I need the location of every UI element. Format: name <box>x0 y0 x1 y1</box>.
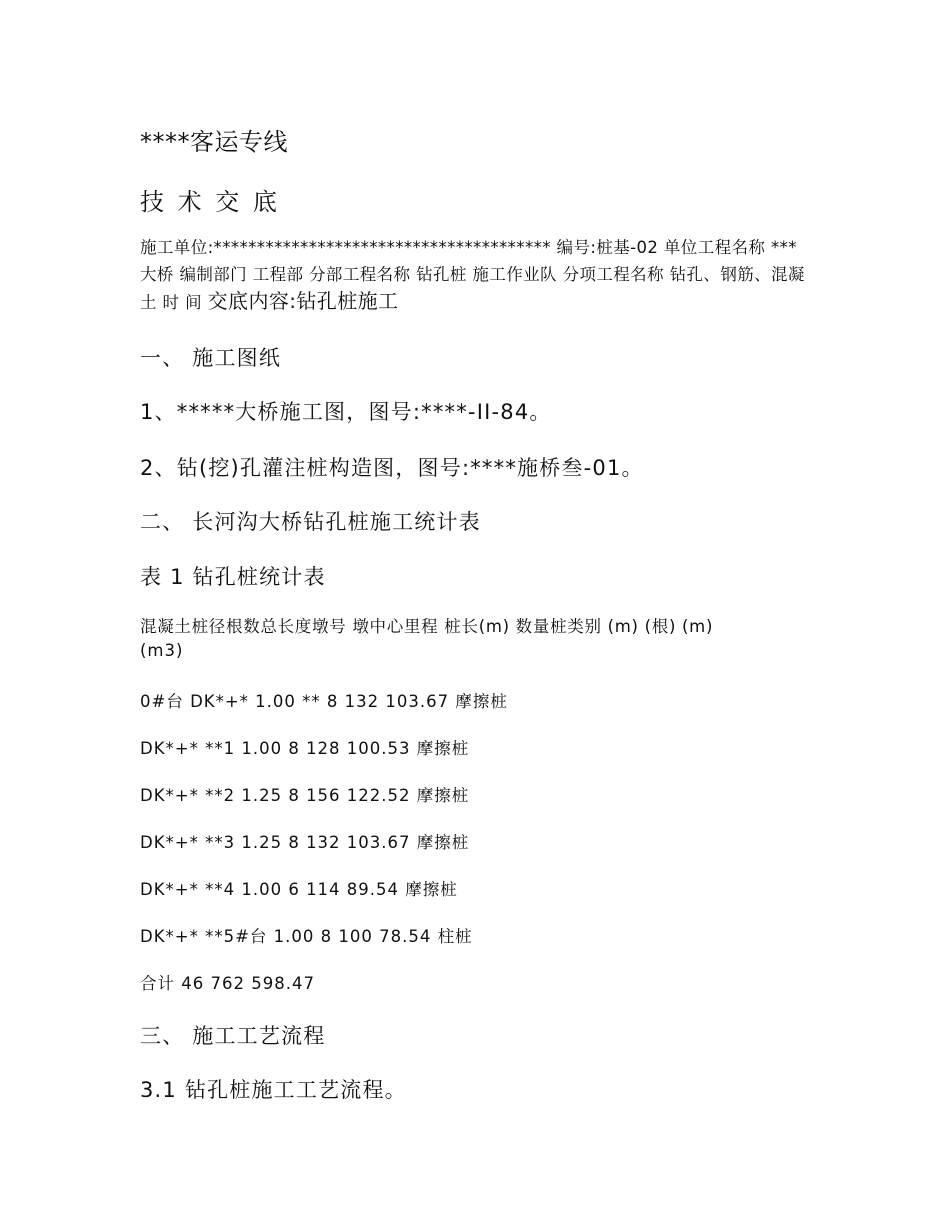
info-block <box>140 234 812 316</box>
section-heading-3: 三、 施工工艺流程 <box>140 1024 326 1048</box>
table-row: 0#台 DK*+* 1.00 ** 8 132 103.67 摩擦桩 <box>140 692 508 711</box>
table-header-unit: (m3) <box>140 641 184 660</box>
table-row: DK*+* **2 1.25 8 156 122.52 摩擦桩 <box>140 786 470 805</box>
document-subtitle: 技 术 交 底 <box>140 188 280 216</box>
table-row: DK*+* **4 1.00 6 114 89.54 摩擦桩 <box>140 880 458 899</box>
info-content-text: 交底内容:钻孔桩施工 <box>207 289 399 313</box>
section-heading-2: 二、 长河沟大桥钻孔桩施工统计表 <box>140 510 481 534</box>
table-row: DK*+* **5#台 1.00 8 100 78.54 柱桩 <box>140 927 473 946</box>
list-item: 1、*****大桥施工图，图号:****-II-84。 <box>140 400 552 424</box>
info-unit-text: 施工单位:*************************************** 编号:桩基-02 单位工程名称 ***大桥 编制部门 工程部 分部工程名称 钻孔桩 施工作业队 分项工程名称 钻孔、钢筋、混凝土 时 间 <box>140 238 805 312</box>
table-header: 混凝土桩径根数总长度墩号 墩中心里程 桩长(m) 数量桩类别 (m) (根) (m) <box>140 617 714 636</box>
document-title: ****客运专线 <box>140 128 288 156</box>
table-row: DK*+* **1 1.00 8 128 100.53 摩擦桩 <box>140 739 470 758</box>
table-row: DK*+* **3 1.25 8 132 103.67 摩擦桩 <box>140 833 470 852</box>
subsection-heading: 3.1 钻孔桩施工工艺流程。 <box>140 1078 407 1102</box>
table-total: 合计 46 762 598.47 <box>140 974 315 993</box>
section-heading-1: 一、 施工图纸 <box>140 346 282 370</box>
list-item: 2、钻(挖)孔灌注桩构造图，图号:****施桥叁-01。 <box>140 456 644 480</box>
table-caption: 表 1 钻孔桩统计表 <box>140 565 326 589</box>
